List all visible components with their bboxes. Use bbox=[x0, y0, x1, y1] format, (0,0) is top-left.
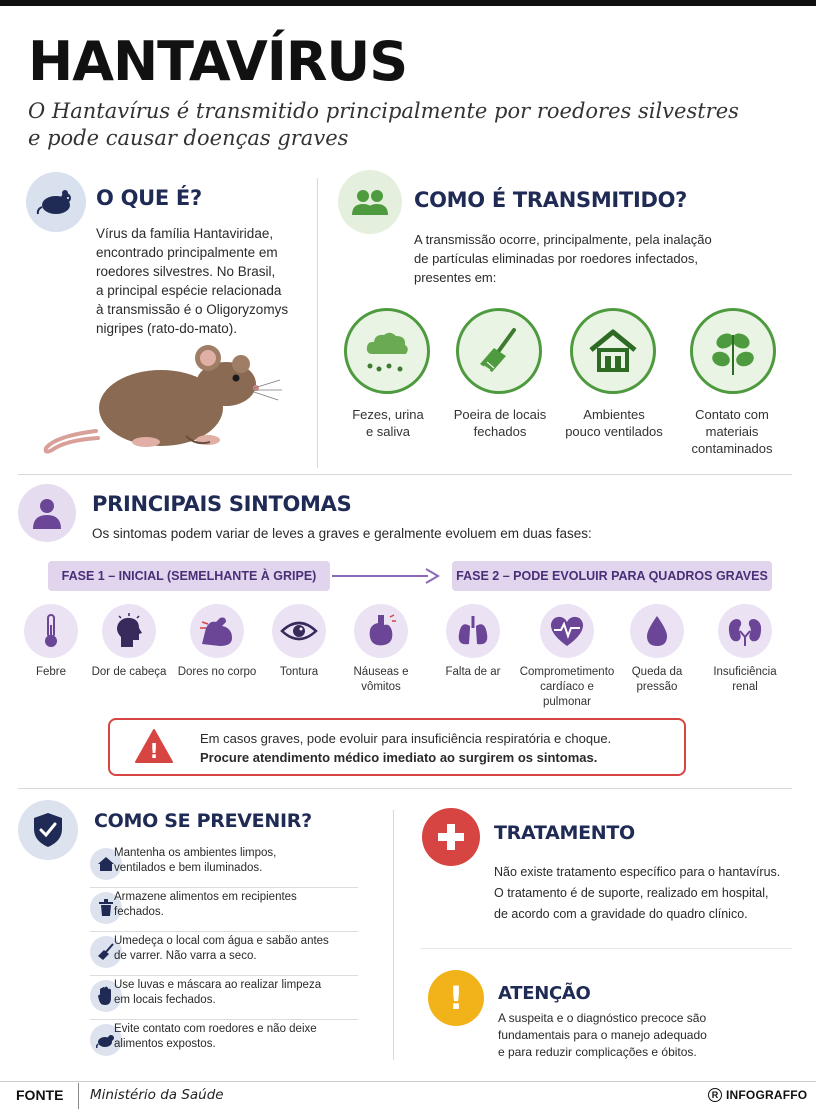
people-icon bbox=[338, 170, 402, 234]
text-line: fechados. bbox=[114, 906, 164, 918]
treatment-line: Não existe tratamento específico para o hantavírus. bbox=[494, 865, 781, 879]
alert-text bbox=[200, 729, 680, 767]
warning-icon bbox=[134, 728, 174, 769]
exclamation-mark: ! bbox=[448, 979, 464, 1017]
label-line: vômitos bbox=[361, 681, 401, 693]
label-line: Poeira de locais bbox=[453, 407, 547, 422]
person-icon bbox=[18, 484, 76, 542]
text-line: ventilados e bem iluminados. bbox=[114, 862, 263, 874]
transmission-item-label bbox=[444, 406, 556, 440]
what-is-text bbox=[96, 224, 306, 338]
label-line: contaminados bbox=[691, 441, 773, 456]
exclamation-icon bbox=[428, 970, 484, 1026]
what-is-line: roedores silvestres. No Brasil, bbox=[96, 264, 276, 279]
footer-brand bbox=[708, 1088, 807, 1102]
prevention-item bbox=[90, 844, 358, 888]
label-line: Ambientes bbox=[583, 407, 645, 422]
section-divider bbox=[18, 788, 792, 789]
transmission-item-label bbox=[678, 406, 786, 457]
text-line: Evite contato com roedores e não deixe bbox=[114, 1023, 317, 1035]
page-title: HANTAVÍRUS bbox=[28, 30, 408, 93]
footer-source-value: Ministério da Saúde bbox=[90, 1087, 224, 1103]
attention-line: A suspeita e o diagnóstico precoce são bbox=[498, 1011, 707, 1025]
transmission-item-label bbox=[336, 406, 440, 440]
label-line: pressão bbox=[636, 681, 678, 693]
label-line: Falta de ar bbox=[445, 666, 501, 678]
prevention-item-text bbox=[114, 978, 354, 1008]
label-line: Queda da bbox=[631, 666, 683, 678]
label-line: Comprometimento bbox=[519, 666, 615, 678]
label-line: Dor de cabeça bbox=[91, 666, 167, 678]
what-is-line: nigripes (rato-do-mato). bbox=[96, 321, 238, 336]
symptom-label bbox=[693, 665, 797, 695]
label-line: Febre bbox=[35, 666, 67, 678]
transmission-title: COMO É TRANSMITIDO? bbox=[414, 188, 688, 212]
prevention-item-text bbox=[114, 1022, 354, 1052]
arrow-right-icon bbox=[332, 566, 440, 591]
broom-icon bbox=[456, 308, 542, 394]
symptom-label bbox=[329, 665, 433, 695]
text-line: de varrer. Não varra a seco. bbox=[114, 950, 257, 962]
transmission-line: de partículas eliminadas por roedores infectados, bbox=[414, 251, 698, 266]
footer-separator bbox=[78, 1083, 79, 1109]
leaves-icon bbox=[690, 308, 776, 394]
symptoms-intro: Os sintomas podem variar de leves a graves e geralmente evoluem em duas fases: bbox=[92, 526, 592, 541]
prevention-item bbox=[90, 888, 358, 932]
what-is-title: O QUE É? bbox=[96, 186, 202, 210]
text-line: Mantenha os ambientes limpos, bbox=[114, 847, 277, 859]
attention-line: fundamentais para o manejo adequado bbox=[498, 1028, 707, 1042]
transmission-line: presentes em: bbox=[414, 270, 497, 285]
label-line: Tontura bbox=[279, 666, 319, 678]
prevention-title: COMO SE PREVENIR? bbox=[94, 810, 312, 832]
label-line: Náuseas e bbox=[353, 666, 409, 678]
section-divider bbox=[420, 948, 792, 949]
prevention-item-text bbox=[114, 934, 354, 964]
alert-line: Em casos graves, pode evoluir para insuficiência respiratória e choque. bbox=[200, 731, 612, 746]
what-is-line: Vírus da família Hantaviridae, bbox=[96, 226, 274, 241]
thermometer-icon bbox=[24, 604, 78, 658]
muscle-icon bbox=[190, 604, 244, 658]
label-line: fechados bbox=[473, 424, 527, 439]
treatment-line: de acordo com a gravidade do quadro clínico. bbox=[494, 907, 748, 921]
subtitle-line: e pode causar doenças graves bbox=[28, 126, 349, 150]
what-is-line: à transmissão é o Oligoryzomys bbox=[96, 302, 289, 317]
page-subtitle bbox=[28, 98, 788, 152]
label-line: Fezes, urina bbox=[352, 407, 424, 422]
text-line: Use luvas e máscara ao realizar limpeza bbox=[114, 979, 322, 991]
warning-mark: ! bbox=[149, 739, 159, 763]
text-line: Armazene alimentos em recipientes bbox=[114, 891, 297, 903]
alert-box bbox=[108, 718, 686, 776]
transmission-item-label bbox=[556, 406, 672, 440]
label-line: renal bbox=[732, 681, 758, 693]
brand-name: INFOGRAFFO bbox=[726, 1088, 808, 1102]
attention-line: e para reduzir complicações e óbitos. bbox=[498, 1045, 697, 1059]
column-divider bbox=[393, 810, 394, 1060]
treatment-title: TRATAMENTO bbox=[494, 822, 635, 844]
section-divider bbox=[18, 474, 792, 475]
house-icon bbox=[570, 308, 656, 394]
label-line: Contato com bbox=[695, 407, 769, 422]
symptom-label bbox=[515, 665, 619, 710]
footer-source-label: FONTE bbox=[16, 1087, 64, 1103]
label-line: Dores no corpo bbox=[177, 666, 257, 678]
what-is-line: a principal espécie relacionada bbox=[96, 283, 282, 298]
attention-title: ATENÇÃO bbox=[498, 983, 591, 1004]
prevention-item bbox=[90, 1020, 358, 1064]
shield-check-icon bbox=[18, 800, 78, 860]
heart-pulse-icon bbox=[540, 604, 594, 658]
treatment-line: O tratamento é de suporte, realizado em hospital, bbox=[494, 886, 769, 900]
attention-text bbox=[498, 1010, 798, 1061]
brand-logo-icon: R bbox=[708, 1088, 722, 1102]
cloud-droppings-icon bbox=[344, 308, 430, 394]
prevention-item-text bbox=[114, 846, 354, 876]
transmission-text bbox=[414, 230, 804, 287]
label-line: pulmonar bbox=[543, 696, 591, 708]
text-line: em locais fechados. bbox=[114, 994, 216, 1006]
top-bar bbox=[0, 0, 816, 6]
text-line: Umedeça o local com água e sabão antes bbox=[114, 935, 329, 947]
prevention-item-text bbox=[114, 890, 354, 920]
kidneys-icon bbox=[718, 604, 772, 658]
prevention-item bbox=[90, 976, 358, 1020]
symptom-label bbox=[421, 665, 525, 680]
lungs-icon bbox=[446, 604, 500, 658]
rat-illustration bbox=[36, 336, 286, 465]
label-line: cardíaco e bbox=[540, 681, 594, 693]
headache-icon bbox=[102, 604, 156, 658]
label-line: pouco ventilados bbox=[565, 424, 663, 439]
label-line: Insuficiência bbox=[713, 666, 777, 678]
treatment-text bbox=[494, 862, 794, 925]
text-line: alimentos expostos. bbox=[114, 1038, 216, 1050]
transmission-line: A transmissão ocorre, principalmente, pela inalação bbox=[414, 232, 712, 247]
column-divider bbox=[317, 178, 318, 468]
symptoms-title: PRINCIPAIS SINTOMAS bbox=[92, 492, 352, 516]
footer-divider bbox=[0, 1081, 816, 1082]
phase-2-label: FASE 2 – PODE EVOLUIR PARA QUADROS GRAVES bbox=[452, 561, 772, 591]
phase-1-label: FASE 1 – INICIAL (SEMELHANTE À GRIPE) bbox=[48, 561, 330, 591]
what-is-line: encontrado principalmente em bbox=[96, 245, 278, 260]
stomach-icon bbox=[354, 604, 408, 658]
alert-line-bold: Procure atendimento médico imediato ao surgirem os sintomas. bbox=[200, 750, 598, 765]
label-line: e saliva bbox=[365, 424, 411, 439]
eye-icon bbox=[272, 604, 326, 658]
subtitle-line: O Hantavírus é transmitido principalmente por roedores silvestres bbox=[28, 99, 739, 123]
prevention-item bbox=[90, 932, 358, 976]
drop-icon bbox=[630, 604, 684, 658]
label-line: materiais bbox=[705, 424, 759, 439]
medical-cross-icon bbox=[422, 808, 480, 866]
mouse-icon bbox=[26, 172, 86, 232]
